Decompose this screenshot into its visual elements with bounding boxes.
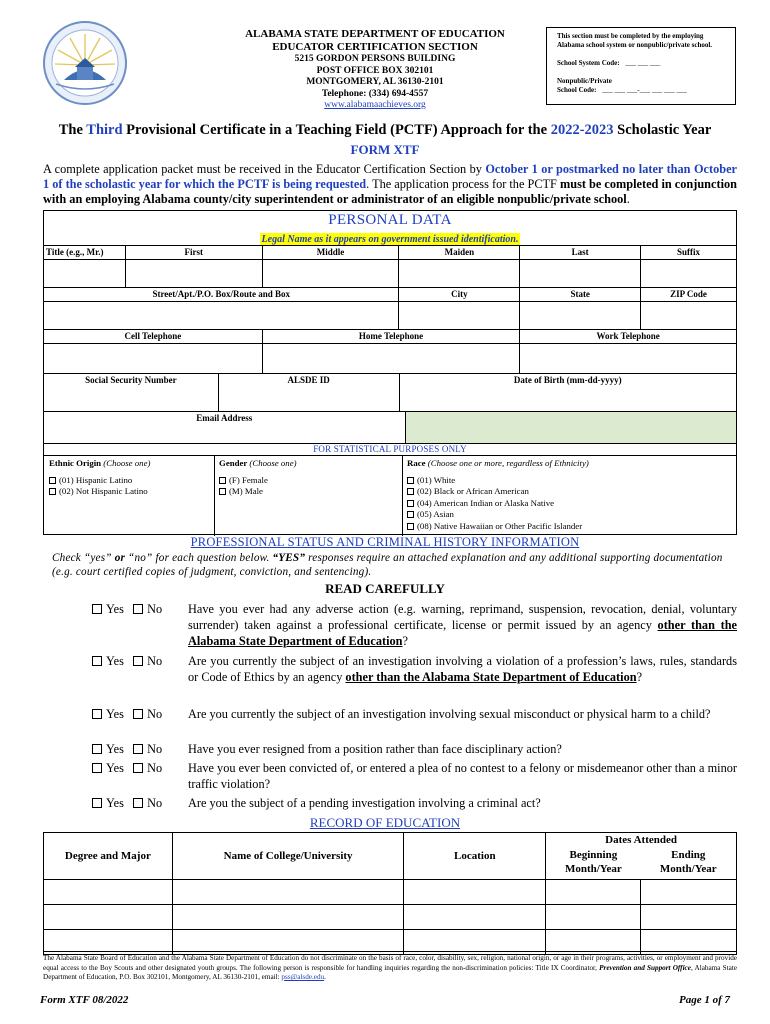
form-version: Form XTF 08/2022	[40, 994, 129, 1006]
yes-checkbox-icon[interactable]	[92, 763, 102, 773]
q2-end: ?	[636, 670, 643, 684]
race-option-black[interactable]	[407, 486, 733, 498]
no-checkbox-icon[interactable]	[133, 709, 143, 719]
no-label: No	[147, 796, 163, 810]
inst-or: or	[114, 552, 126, 564]
yes-checkbox-icon[interactable]	[92, 798, 102, 808]
gender-option-label: (F) Female	[229, 474, 268, 485]
gender-option-label: (M) Male	[229, 486, 263, 496]
col-ssn: Social Security Number	[85, 375, 177, 385]
form-name: FORM XTF	[350, 142, 420, 157]
race-group	[402, 456, 738, 536]
yes-no-options	[92, 760, 188, 776]
question-text: Are you the subject of a pending investigation involving a criminal act?	[188, 796, 541, 810]
id-table	[43, 373, 737, 412]
question-2	[92, 653, 737, 685]
intro-paragraph	[43, 162, 737, 207]
q2-emphasis: other than the Alabama State Department of Education	[345, 670, 637, 684]
ssn-cell[interactable]	[44, 374, 219, 412]
legal-name-note: Legal Name as it appears on government issued identification.	[261, 234, 519, 245]
ethnic-option-not-hispanic[interactable]	[49, 486, 209, 498]
col-degree: Degree and Major	[44, 833, 173, 880]
gender-group	[214, 456, 402, 536]
employer-note: This section must be completed by the employing Alabama school system or nonpublic/private school.	[557, 32, 713, 49]
alsde-id-cell[interactable]	[218, 374, 399, 412]
suffix-input[interactable]	[641, 260, 737, 288]
col-city: City	[399, 288, 520, 302]
last-name-input[interactable]	[520, 260, 641, 288]
checkbox-icon[interactable]	[219, 477, 226, 484]
race-option-label: (05) Asian	[417, 509, 454, 519]
race-option-american-indian[interactable]	[407, 498, 733, 510]
month-year-label: Month/Year	[659, 863, 717, 875]
no-checkbox-icon[interactable]	[133, 798, 143, 808]
question-5	[92, 760, 737, 792]
title-post: Scholastic Year	[613, 122, 712, 138]
ethnic-option-label: (01) Hispanic Latino	[59, 474, 133, 485]
alabama-seal-logo	[42, 20, 128, 106]
q2-text: Are you currently the subject of an investigation involving a violation of a profession’s laws, rules, standards or Code of Ethics by an agency	[188, 654, 737, 684]
home-phone-input[interactable]	[262, 344, 520, 374]
ethnic-origin-heading	[49, 458, 209, 470]
checkbox-icon[interactable]	[219, 488, 226, 495]
col-middle: Middle	[262, 246, 399, 260]
col-location: Location	[404, 833, 546, 880]
yes-label: Yes	[106, 742, 124, 756]
ending-label: Ending	[671, 849, 706, 861]
professional-status-title: PROFESSIONAL STATUS AND CRIMINAL HISTORY INFORMATION	[190, 535, 580, 549]
col-beginning	[546, 847, 641, 879]
col-dates-attended: Dates Attended	[546, 833, 737, 848]
inst-yes: “YES”	[272, 552, 306, 564]
no-checkbox-icon[interactable]	[133, 604, 143, 614]
ethnic-origin-note: (Choose one)	[103, 458, 151, 468]
intro-must: must be completed in conjunction with an employing Alabama county/city superintendent or administrator of an eligible nonpublic/private school	[43, 177, 737, 206]
page-number: Page 1 of 7	[678, 994, 730, 1006]
education-table	[43, 832, 737, 955]
race-heading	[407, 458, 733, 470]
cell-phone-input[interactable]	[44, 344, 263, 374]
ending-input[interactable]	[641, 904, 737, 929]
title-third: Third	[86, 122, 123, 138]
checkbox-icon[interactable]	[407, 500, 414, 507]
no-label: No	[147, 602, 163, 616]
gender-heading	[219, 458, 397, 470]
col-title: Title (e.g., Mr.)	[44, 246, 126, 260]
checkbox-icon[interactable]	[407, 488, 414, 495]
degree-input[interactable]	[44, 879, 173, 904]
city-input[interactable]	[399, 302, 520, 330]
beginning-input[interactable]	[546, 879, 641, 904]
section-name: EDUCATOR CERTIFICATION SECTION	[272, 41, 478, 53]
notice-text-1: The Alabama State Board of Education and the Alabama State Department of Education do not discriminate on the basis of race, color, disability, sex, religion, national origin, or age in their programs, activities, or employment and provide equal access to the Boy Scouts and other designated youth groups. The following person is responsible for handling inquiries regarding the non-discrimination policies: Title IX Coordinator,	[43, 954, 737, 972]
question-text: Have you ever been convicted of, or entered a plea of no contest to a felony or misdemeanor other than a minor traffic violation?	[188, 761, 737, 791]
gender-label: Gender	[219, 458, 248, 468]
school-system-code-row[interactable]	[557, 59, 725, 68]
read-carefully-heading: READ CAREFULLY	[325, 581, 445, 596]
col-cell: Cell Telephone	[44, 330, 263, 344]
checkbox-icon[interactable]	[407, 477, 414, 484]
telephone: Telephone: (334) 694-4557	[321, 88, 429, 99]
title-input[interactable]	[44, 260, 126, 288]
no-label: No	[147, 707, 163, 721]
yes-checkbox-icon[interactable]	[92, 709, 102, 719]
state-input[interactable]	[520, 302, 641, 330]
race-option-asian[interactable]	[407, 509, 733, 521]
yes-no-options	[92, 741, 188, 757]
notice-email-link[interactable]: pss@alsde.edu	[281, 973, 325, 981]
intro-text-2: . The application process for the PCTF	[366, 177, 560, 191]
professional-instructions	[52, 551, 737, 579]
email-cell[interactable]	[44, 412, 406, 444]
question-text: Are you currently the subject of an investigation involving sexual misconduct or physical harm to a child?	[188, 707, 711, 721]
no-checkbox-icon[interactable]	[133, 763, 143, 773]
intro-text-3: .	[626, 192, 630, 206]
city-state-zip: MONTGOMERY, AL 36130-2101	[306, 77, 444, 87]
yes-label: Yes	[106, 796, 124, 810]
statistical-header: FOR STATISTICAL PURPOSES ONLY	[43, 443, 737, 455]
question-3	[92, 706, 737, 722]
divider	[214, 456, 215, 536]
col-zip: ZIP Code	[641, 288, 737, 302]
yes-no-options	[92, 795, 188, 811]
inst-text-3: responses require an attached explanation and any additional supporting documentation (e.g. court certified copies of judgment, conviction, and sentencing).	[52, 552, 723, 578]
inst-text-2: “no” for each question below.	[125, 552, 273, 564]
q1-text: Have you ever had any adverse action (e.g. warning, reprimand, suspension, revocation, denial, voluntary surrender) taken against a professional certificate, license or permit issued by an agency	[188, 602, 737, 632]
race-option-label: (01) White	[417, 474, 456, 485]
ethnic-option-hispanic[interactable]	[49, 475, 209, 487]
college-input[interactable]	[172, 904, 404, 929]
middle-name-input[interactable]	[262, 260, 399, 288]
college-input[interactable]	[172, 879, 404, 904]
col-alsde-id: ALSDE ID	[287, 375, 330, 385]
no-label: No	[147, 742, 163, 756]
checkbox-icon[interactable]	[407, 523, 414, 530]
q1-end: ?	[402, 634, 408, 648]
school-system-code-label: School System Code:	[557, 59, 620, 67]
first-name-input[interactable]	[125, 260, 262, 288]
yes-checkbox-icon[interactable]	[92, 744, 102, 754]
checkbox-icon[interactable]	[49, 488, 56, 495]
inst-text-1: Check “yes”	[52, 552, 115, 564]
yes-checkbox-icon[interactable]	[92, 656, 102, 666]
employer-code-box	[546, 27, 736, 105]
col-dob: Date of Birth (mm-dd-yyyy)	[513, 375, 622, 385]
col-work: Work Telephone	[520, 330, 737, 344]
yes-checkbox-icon[interactable]	[92, 604, 102, 614]
question-4	[92, 741, 737, 757]
degree-input[interactable]	[44, 904, 173, 929]
dob-cell[interactable]	[399, 374, 736, 412]
question-text	[188, 601, 737, 649]
notice-office: Prevention and Support Office	[599, 963, 691, 972]
question-text: Have you ever resigned from a position rather than face disciplinary action?	[188, 742, 562, 756]
department-header	[210, 28, 540, 112]
yes-label: Yes	[106, 761, 124, 775]
col-home: Home Telephone	[262, 330, 520, 344]
phone-table	[43, 329, 737, 374]
divider	[402, 456, 403, 536]
col-ending	[641, 847, 737, 879]
email-shaded-cell	[405, 412, 737, 444]
school-code-blank[interactable]: ___ ___ ___-___ ___ ___ ___	[602, 86, 687, 94]
ethnic-origin-group	[44, 456, 214, 536]
page-title	[30, 122, 740, 139]
website-link[interactable]: www.alabamaachieves.org	[324, 100, 426, 110]
beginning-input[interactable]	[546, 904, 641, 929]
personal-data-header	[43, 210, 737, 245]
col-email: Email Address	[196, 413, 253, 423]
ethnic-option-label: (02) Not Hispanic Latino	[59, 486, 148, 496]
no-checkbox-icon[interactable]	[133, 656, 143, 666]
school-code-row[interactable]	[557, 77, 725, 95]
question-text	[188, 653, 737, 685]
building-address: 5215 GORDON PERSONS BUILDING	[294, 54, 456, 64]
ending-input[interactable]	[641, 879, 737, 904]
race-option-label: (02) Black or African American	[417, 486, 529, 496]
race-note: (Choose one or more, regardless of Ethnicity)	[427, 458, 589, 468]
col-first: First	[125, 246, 262, 260]
no-label: No	[147, 761, 163, 775]
address-table	[43, 287, 737, 330]
race-option-label: (08) Native Hawaiian or Other Pacific Islander	[417, 520, 583, 531]
yes-no-options	[92, 601, 188, 617]
yes-no-options	[92, 706, 188, 722]
school-system-code-blank[interactable]: ___ ___ ___	[625, 59, 661, 67]
title-years: 2022-2023	[550, 122, 614, 138]
col-suffix: Suffix	[641, 246, 737, 260]
maiden-name-input[interactable]	[399, 260, 520, 288]
yes-label: Yes	[106, 707, 124, 721]
beginning-label: Beginning	[569, 849, 618, 861]
intro-deadline: October 1 or postmarked no later than October 1 of the scholastic year for which the PCTF is being requested	[43, 162, 737, 191]
yes-label: Yes	[106, 602, 124, 616]
school-code-label: School Code:	[557, 86, 597, 94]
statistical-box	[43, 455, 737, 535]
zip-input[interactable]	[641, 302, 737, 330]
race-option-label: (04) American Indian or Alaska Native	[417, 497, 555, 508]
notice-text-3: .	[324, 973, 326, 981]
street-input[interactable]	[44, 302, 399, 330]
question-1	[92, 601, 737, 649]
race-label: Race	[407, 458, 426, 468]
q1-emphasis: other than the Alabama State Department of Education	[188, 618, 737, 648]
location-input[interactable]	[404, 904, 546, 929]
personal-data-title: PERSONAL DATA	[328, 212, 452, 228]
personal-data-table	[43, 245, 737, 288]
question-6	[92, 795, 737, 811]
email-table	[43, 411, 737, 444]
race-option-white[interactable]	[407, 475, 733, 487]
nonpublic-label: Nonpublic/Private	[557, 77, 612, 85]
ethnic-origin-label: Ethnic Origin	[49, 458, 102, 468]
yes-label: Yes	[106, 654, 124, 668]
no-label: No	[147, 654, 163, 668]
non-discrimination-notice	[43, 951, 737, 983]
gender-option-female[interactable]	[219, 475, 397, 487]
gender-note: (Choose one)	[249, 458, 297, 468]
work-phone-input[interactable]	[520, 344, 737, 374]
month-year-label: Month/Year	[564, 863, 622, 875]
notice-text-2: , Alabama State Department of Education, P.O. Box 302101, Montgomery, AL 36130-2101, email:	[43, 963, 737, 981]
col-maiden: Maiden	[399, 246, 520, 260]
col-street: Street/Apt./P.O. Box/Route and Box	[44, 288, 399, 302]
location-input[interactable]	[404, 879, 546, 904]
gender-option-male[interactable]	[219, 486, 397, 498]
po-box: POST OFFICE BOX 302101	[316, 65, 434, 76]
intro-text-1: A complete application packet must be received in the Educator Certification Section by	[43, 162, 486, 176]
no-checkbox-icon[interactable]	[133, 744, 143, 754]
checkbox-icon[interactable]	[407, 511, 414, 518]
department-name: ALABAMA STATE DEPARTMENT OF EDUCATION	[245, 28, 505, 40]
col-college: Name of College/University	[172, 833, 404, 880]
record-of-education-title: RECORD OF EDUCATION	[309, 815, 461, 830]
checkbox-icon[interactable]	[49, 477, 56, 484]
race-option-pacific-islander[interactable]	[407, 521, 733, 533]
title-pre: The	[58, 122, 87, 138]
col-state: State	[520, 288, 641, 302]
yes-no-options	[92, 653, 188, 669]
col-last: Last	[520, 246, 641, 260]
title-mid: Provisional Certificate in a Teaching Field (PCTF) Approach for the	[122, 122, 551, 138]
